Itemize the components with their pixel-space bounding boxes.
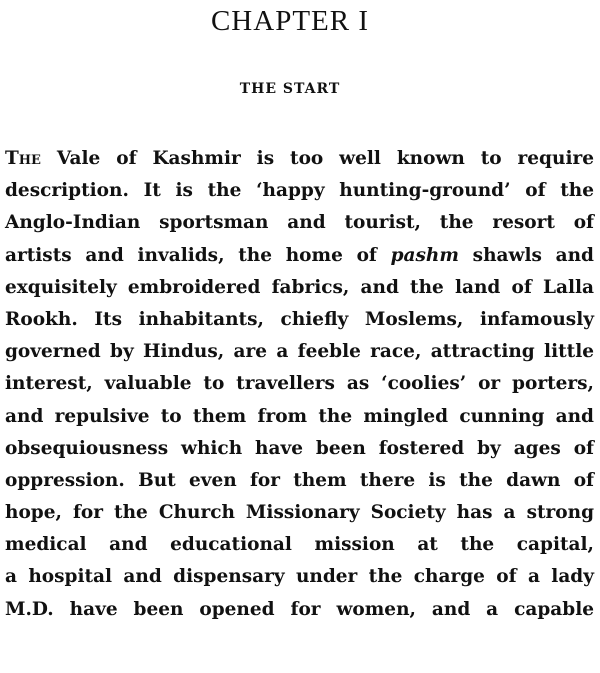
text-line: and repulsive to them from the mingled cunning and xyxy=(5,405,594,427)
italic-word: pashm xyxy=(390,244,459,266)
opening-word: The xyxy=(5,148,41,169)
text-line: description. It is the ‘happy hunting-ground’ of the xyxy=(5,180,594,202)
text-line: exquisitely embroidered fabrics, and the land of Lalla xyxy=(5,276,594,298)
text-line: M.D. have been opened for women, and a capable xyxy=(5,598,594,620)
text-line: governed by Hindus, are a feeble race, attracting little xyxy=(5,341,594,363)
text-line: Anglo-Indian sportsman and tourist, the resort of xyxy=(5,212,594,234)
text-line: The Vale of Kashmir is too well known to require xyxy=(5,148,594,169)
text-line: artists and invalids, the home of pashm shawls and xyxy=(5,244,594,266)
body-paragraph xyxy=(5,143,594,626)
chapter-title: THE START xyxy=(239,81,341,97)
text-line: a hospital and dispensary under the charge of a lady xyxy=(5,566,594,588)
text-line: hope, for the Church Missionary Society has a strong xyxy=(5,502,594,524)
text-line: medical and educational mission at the capital, xyxy=(5,534,594,556)
text-line: obsequiousness which have been fostered by ages of xyxy=(5,437,594,459)
text-line: oppression. But even for them there is the dawn of xyxy=(5,469,594,491)
text-line: Rookh. Its inhabitants, chiefly Moslems, infamously xyxy=(5,308,594,330)
chapter-heading: CHAPTER I xyxy=(210,5,370,37)
text-line: interest, valuable to travellers as ‘coolies’ or porters, xyxy=(5,373,594,395)
